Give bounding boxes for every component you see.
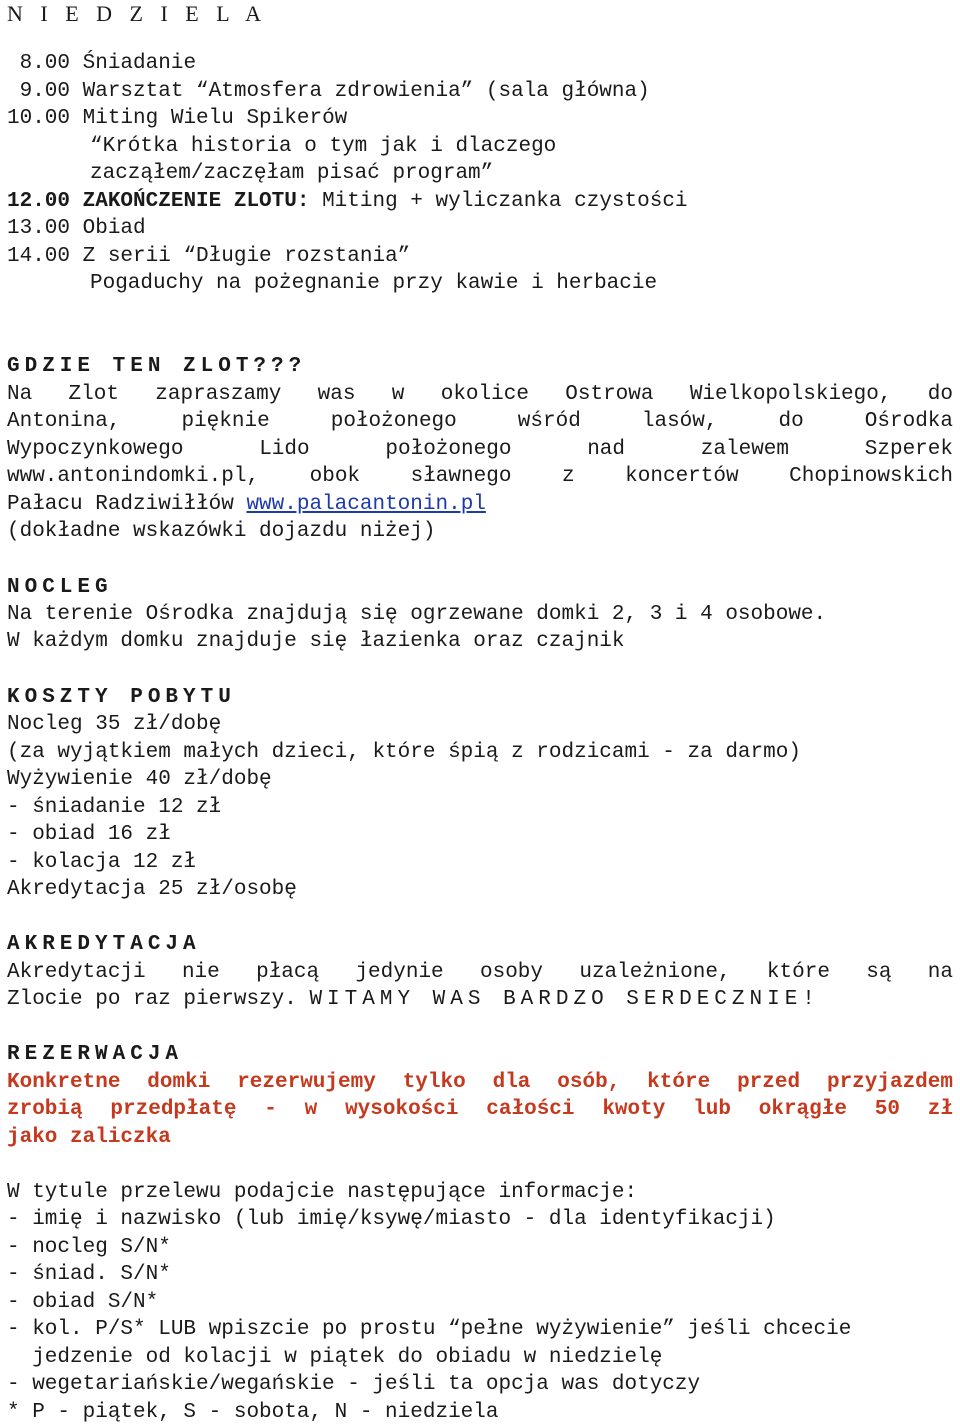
where-line: www.antonindomki.pl, obok sławnego z koncertów Chopinowskich	[7, 465, 953, 488]
cost-line: Nocleg 35 zł/dobę	[7, 713, 222, 736]
schedule-item-continued: zacząłem/zaczęłam pisać program”	[90, 162, 494, 185]
welcome-text: WITAMY WAS BARDZO SERDECZNIE!	[309, 988, 820, 1011]
section-heading-nocleg: NOCLEG	[7, 576, 113, 599]
schedule-item: 9.00 Warsztat “Atmosfera zdrowienia” (sala główna)	[7, 80, 650, 103]
cost-line: - śniadanie 12 zł	[7, 796, 222, 819]
schedule-item-continued: “Krótka historia o tym jak i dlaczego	[90, 135, 557, 158]
transfer-item: - imię i nazwisko (lub imię/ksywę/miasto - dla identyfikacji)	[7, 1208, 776, 1231]
schedule-item: 13.00 Obiad	[7, 217, 146, 240]
transfer-item: - śniad. S/N*	[7, 1263, 171, 1286]
transfer-item: - kol. P/S* LUB wpiszcie po prostu “pełne wyżywienie” jeśli chcecie	[7, 1318, 852, 1341]
nocleg-line: W każdym domku znajduje się łazienka oraz czajnik	[7, 630, 625, 653]
where-line: Antonina, pięknie położonego wśród lasów, do Ośrodka	[7, 410, 953, 433]
schedule-item: 12.00 ZAKOŃCZENIE ZLOTU: Miting + wyliczanka czystości	[7, 190, 688, 213]
schedule-item: 10.00 Miting Wielu Spikerów	[7, 107, 348, 130]
accreditation-line: Zlocie po raz pierwszy. WITAMY WAS BARDZO SERDECZNIE!	[7, 988, 820, 1011]
transfer-item: - nocleg S/N*	[7, 1236, 171, 1259]
where-line: Pałacu Radziwiłłów www.palacantonin.pl	[7, 493, 486, 516]
schedule-item: 14.00 Z serii “Długie rozstania”	[7, 245, 411, 268]
palace-link[interactable]: www.palacantonin.pl	[246, 493, 486, 516]
schedule-item: 8.00 Śniadanie	[7, 52, 197, 75]
cost-line: Akredytacja 25 zł/osobę	[7, 878, 297, 901]
page-title: N I E D Z I E L A	[7, 1, 268, 26]
schedule-item-continued: Pogaduchy na pożegnanie przy kawie i herbacie	[90, 272, 658, 295]
reservation-warning: zrobią przedpłatę - w wysokości całości kwoty lub okrągłe 50 zł	[7, 1098, 953, 1121]
where-note: (dokładne wskazówki dojazdu niżej)	[7, 520, 436, 543]
nocleg-line: Na terenie Ośrodka znajdują się ogrzewane domki 2, 3 i 4 osobowe.	[7, 603, 827, 626]
transfer-item: jedzenie od kolacji w piątek do obiadu w niedzielę	[7, 1346, 663, 1369]
accreditation-line: Akredytacji nie płacą jedynie osoby uzależnione, które są na	[7, 961, 953, 984]
cost-line: - kolacja 12 zł	[7, 851, 197, 874]
cost-line: Wyżywienie 40 zł/dobę	[7, 768, 272, 791]
cost-line: - obiad 16 zł	[7, 823, 171, 846]
reservation-warning: Konkretne domki rezerwujemy tylko dla osób, które przed przyjazdem	[7, 1071, 953, 1094]
transfer-intro: W tytule przelewu podajcie następujące informacje:	[7, 1181, 638, 1204]
section-heading-accreditation: AKREDYTACJA	[7, 933, 201, 956]
section-heading-costs: KOSZTY POBYTU	[7, 686, 236, 709]
reservation-warning: jako zaliczka	[7, 1126, 171, 1149]
section-heading-where: GDZIE TEN ZLOT???	[7, 355, 307, 378]
footnote: * P - piątek, S - sobota, N - niedziela	[7, 1401, 499, 1424]
where-line: Na Zlot zapraszamy was w okolice Ostrowa Wielkopolskiego, do	[7, 383, 953, 406]
where-line: Wypoczynkowego Lido położonego nad zalewem Szperek	[7, 438, 953, 461]
cost-line: (za wyjątkiem małych dzieci, które śpią z rodzicami - za darmo)	[7, 741, 801, 764]
transfer-item: - wegetariańskie/wegańskie - jeśli ta opcja was dotyczy	[7, 1373, 701, 1396]
transfer-item: - obiad S/N*	[7, 1291, 159, 1314]
section-heading-reservation: REZERWACJA	[7, 1043, 184, 1066]
